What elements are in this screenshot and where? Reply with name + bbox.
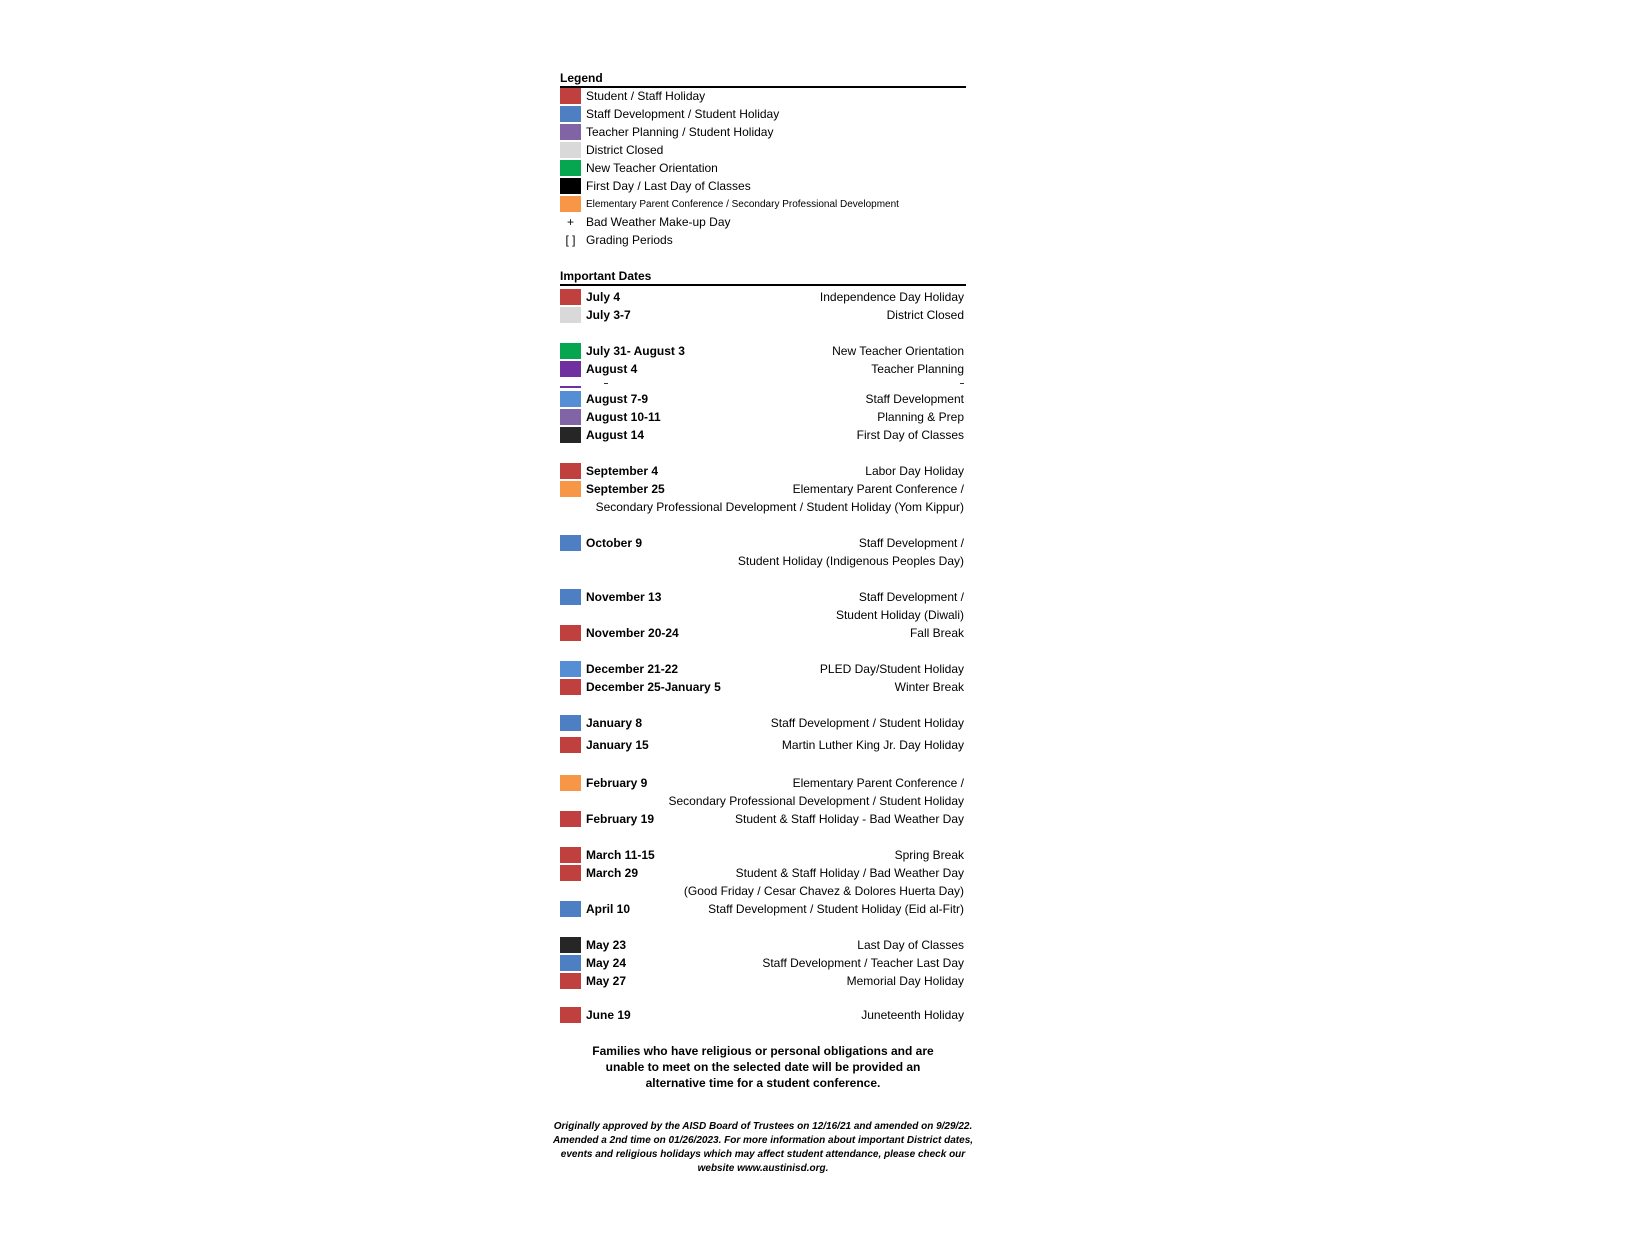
date-description: First Day of Classes: [856, 428, 964, 442]
date-description: Elementary Parent Conference /: [792, 482, 964, 496]
date-description: Martin Luther King Jr. Day Holiday: [781, 738, 964, 752]
date-label: October 9: [586, 536, 643, 550]
date-color-swatch: [560, 901, 581, 917]
date-color-swatch: [560, 427, 581, 443]
date-description: Staff Development / Student Holiday: [770, 716, 964, 730]
legend-item: [560, 213, 731, 231]
important-dates-title: Important Dates: [560, 268, 966, 286]
date-color-swatch: [560, 1007, 581, 1023]
date-color-swatch: [560, 775, 581, 791]
swatch-student-staff-holiday: [560, 88, 581, 104]
conference-note: [560, 1043, 966, 1091]
date-color-swatch: [560, 955, 581, 971]
date-color-swatch: [560, 737, 581, 753]
bracket-icon: [ ]: [565, 233, 576, 247]
divider: [604, 383, 608, 384]
date-label: April 10: [586, 902, 631, 916]
date-color-swatch: [560, 715, 581, 731]
date-row: [560, 288, 966, 306]
date-row: [560, 624, 966, 642]
date-description: District Closed: [886, 308, 964, 322]
date-row: [560, 480, 966, 498]
date-label: May 27: [586, 974, 627, 988]
legend-item-label: Elementary Parent Conference / Secondary Professional Development: [586, 198, 899, 210]
date-color-swatch: [560, 625, 581, 641]
date-description-continued: Secondary Professional Development / Student Holiday: [668, 794, 964, 808]
date-color-swatch: [560, 847, 581, 863]
date-row: [560, 864, 966, 882]
swatch-new-teacher-orientation: [560, 160, 581, 176]
date-description: Staff Development: [865, 392, 964, 406]
footer-line: Originally approved by the AISD Board of Trustees on 12/16/21 and amended on 9/29/22.: [553, 1121, 973, 1132]
swatch-district-closed: [560, 142, 581, 158]
date-row: [560, 462, 966, 480]
date-row: [560, 588, 966, 606]
legend-item: [560, 195, 899, 213]
date-color-swatch: [560, 679, 581, 695]
legend-item-label: Grading Periods: [586, 233, 673, 247]
date-description: Student & Staff Holiday - Bad Weather Day: [734, 812, 964, 826]
date-row: [560, 342, 966, 360]
date-description: Staff Development / Teacher Last Day: [762, 956, 964, 970]
date-label: January 8: [586, 716, 643, 730]
date-color-swatch: [560, 589, 581, 605]
date-color-swatch: [560, 391, 581, 407]
date-description: Winter Break: [894, 680, 964, 694]
date-label: September 25: [586, 482, 665, 496]
date-row: [560, 390, 966, 408]
date-color-swatch: [560, 481, 581, 497]
date-description: Labor Day Holiday: [865, 464, 964, 478]
footer-line: events and religious holidays which may affect student attendance, please check our: [560, 1149, 966, 1160]
legend-item: [560, 105, 779, 123]
date-label: May 23: [586, 938, 627, 952]
date-row: [560, 736, 966, 754]
date-label: August 7-9: [586, 392, 649, 406]
legend-item: [560, 177, 751, 195]
date-row: [560, 678, 966, 696]
date-row: [560, 306, 966, 324]
date-description: Staff Development / Student Holiday (Eid al-Fitr): [708, 902, 964, 916]
date-description-continued: Secondary Professional Development / Student Holiday (Yom Kippur): [595, 500, 964, 514]
date-label: August 14: [586, 428, 645, 442]
date-description: Teacher Planning: [871, 362, 964, 376]
legend-item-label: First Day / Last Day of Classes: [586, 179, 751, 193]
date-color-swatch: [560, 865, 581, 881]
legend-item: [560, 123, 773, 141]
conference-note-line: Families who have religious or personal obligations and are: [592, 1044, 934, 1058]
date-description: Independence Day Holiday: [819, 290, 964, 304]
date-color-swatch: [560, 361, 581, 377]
plus-icon: +: [566, 215, 574, 229]
legend-item-label: District Closed: [586, 143, 664, 157]
date-label: February 19: [586, 812, 655, 826]
date-label: November 13: [586, 590, 662, 604]
date-description: Planning & Prep: [877, 410, 964, 424]
date-row: [560, 714, 966, 732]
legend-item-label: Teacher Planning / Student Holiday: [586, 125, 774, 139]
divider: [960, 383, 964, 384]
date-row: [560, 954, 966, 972]
date-color-swatch: [560, 937, 581, 953]
date-color-swatch: [560, 409, 581, 425]
date-color-swatch: [560, 973, 581, 989]
date-description-continued: Student Holiday (Indigenous Peoples Day): [737, 554, 964, 568]
date-row: [560, 900, 966, 918]
date-label: July 31- August 3: [586, 344, 685, 358]
conference-note-line: alternative time for a student conference.: [645, 1076, 881, 1090]
legend-item: [560, 141, 663, 159]
date-label: December 25-January 5: [586, 680, 721, 694]
date-description: Juneteenth Holiday: [861, 1008, 964, 1022]
date-row: [560, 426, 966, 444]
date-description-continued: Student Holiday (Diwali): [835, 608, 964, 622]
legend-title: Legend: [560, 70, 966, 88]
legend-item: [560, 159, 718, 177]
legend-item-label: Bad Weather Make-up Day: [586, 215, 731, 229]
date-row: [560, 660, 966, 678]
date-description: Student & Staff Holiday / Bad Weather Day: [735, 866, 964, 880]
date-description: PLED Day/Student Holiday: [819, 662, 964, 676]
date-description: Memorial Day Holiday: [846, 974, 964, 988]
date-row: [560, 810, 966, 828]
date-row: [560, 534, 966, 552]
date-label: March 29: [586, 866, 639, 880]
swatch-teacher-planning: [560, 124, 581, 140]
date-description-continued: (Good Friday / Cesar Chavez & Dolores Huerta Day): [683, 884, 964, 898]
date-description: Last Day of Classes: [857, 938, 964, 952]
legend-item-label: New Teacher Orientation: [586, 161, 718, 175]
date-description: Staff Development /: [858, 590, 964, 604]
swatch-first-last-day: [560, 178, 581, 194]
date-description: New Teacher Orientation: [832, 344, 964, 358]
date-label: September 4: [586, 464, 659, 478]
date-row: [560, 936, 966, 954]
date-label: November 20-24: [586, 626, 679, 640]
date-label: August 4: [586, 362, 638, 376]
date-label: December 21-22: [586, 662, 679, 676]
date-label: March 11-15: [586, 848, 655, 862]
date-row: [560, 1006, 966, 1024]
date-color-swatch: [560, 307, 581, 323]
date-color-swatch: [560, 811, 581, 827]
date-color-swatch: [560, 289, 581, 305]
date-row: [560, 774, 966, 792]
date-color-swatch: [560, 463, 581, 479]
date-description: Fall Break: [909, 626, 964, 640]
divider: [560, 386, 581, 388]
date-description: Staff Development /: [858, 536, 964, 550]
date-label: July 3-7: [586, 308, 631, 322]
date-row: [560, 846, 966, 864]
legend-item-label: Staff Development / Student Holiday: [586, 107, 780, 121]
date-color-swatch: [560, 661, 581, 677]
date-color-swatch: [560, 343, 581, 359]
legend-item: [560, 231, 673, 249]
footer-line: Amended a 2nd time on 01/26/2023. For more information about important District dates,: [552, 1135, 974, 1146]
legend-item-label: Student / Staff Holiday: [586, 89, 706, 103]
swatch-staff-development: [560, 106, 581, 122]
date-row: [560, 408, 966, 426]
date-row: [560, 360, 966, 378]
approval-footer: [520, 1120, 1006, 1176]
legend-item: [560, 87, 705, 105]
conference-note-line: unable to meet on the selected date will be provided an: [605, 1060, 921, 1074]
footer-line: website www.austinisd.org.: [697, 1163, 829, 1174]
date-description: Spring Break: [894, 848, 964, 862]
date-label: June 19: [586, 1008, 631, 1022]
date-label: January 15: [586, 738, 649, 752]
date-color-swatch: [560, 535, 581, 551]
date-label: July 4: [586, 290, 621, 304]
date-row: [560, 972, 966, 990]
date-label: May 24: [586, 956, 627, 970]
date-label: August 10-11: [586, 410, 661, 424]
swatch-parent-conference: [560, 196, 581, 212]
date-description: Elementary Parent Conference /: [792, 776, 964, 790]
date-label: February 9: [586, 776, 648, 790]
